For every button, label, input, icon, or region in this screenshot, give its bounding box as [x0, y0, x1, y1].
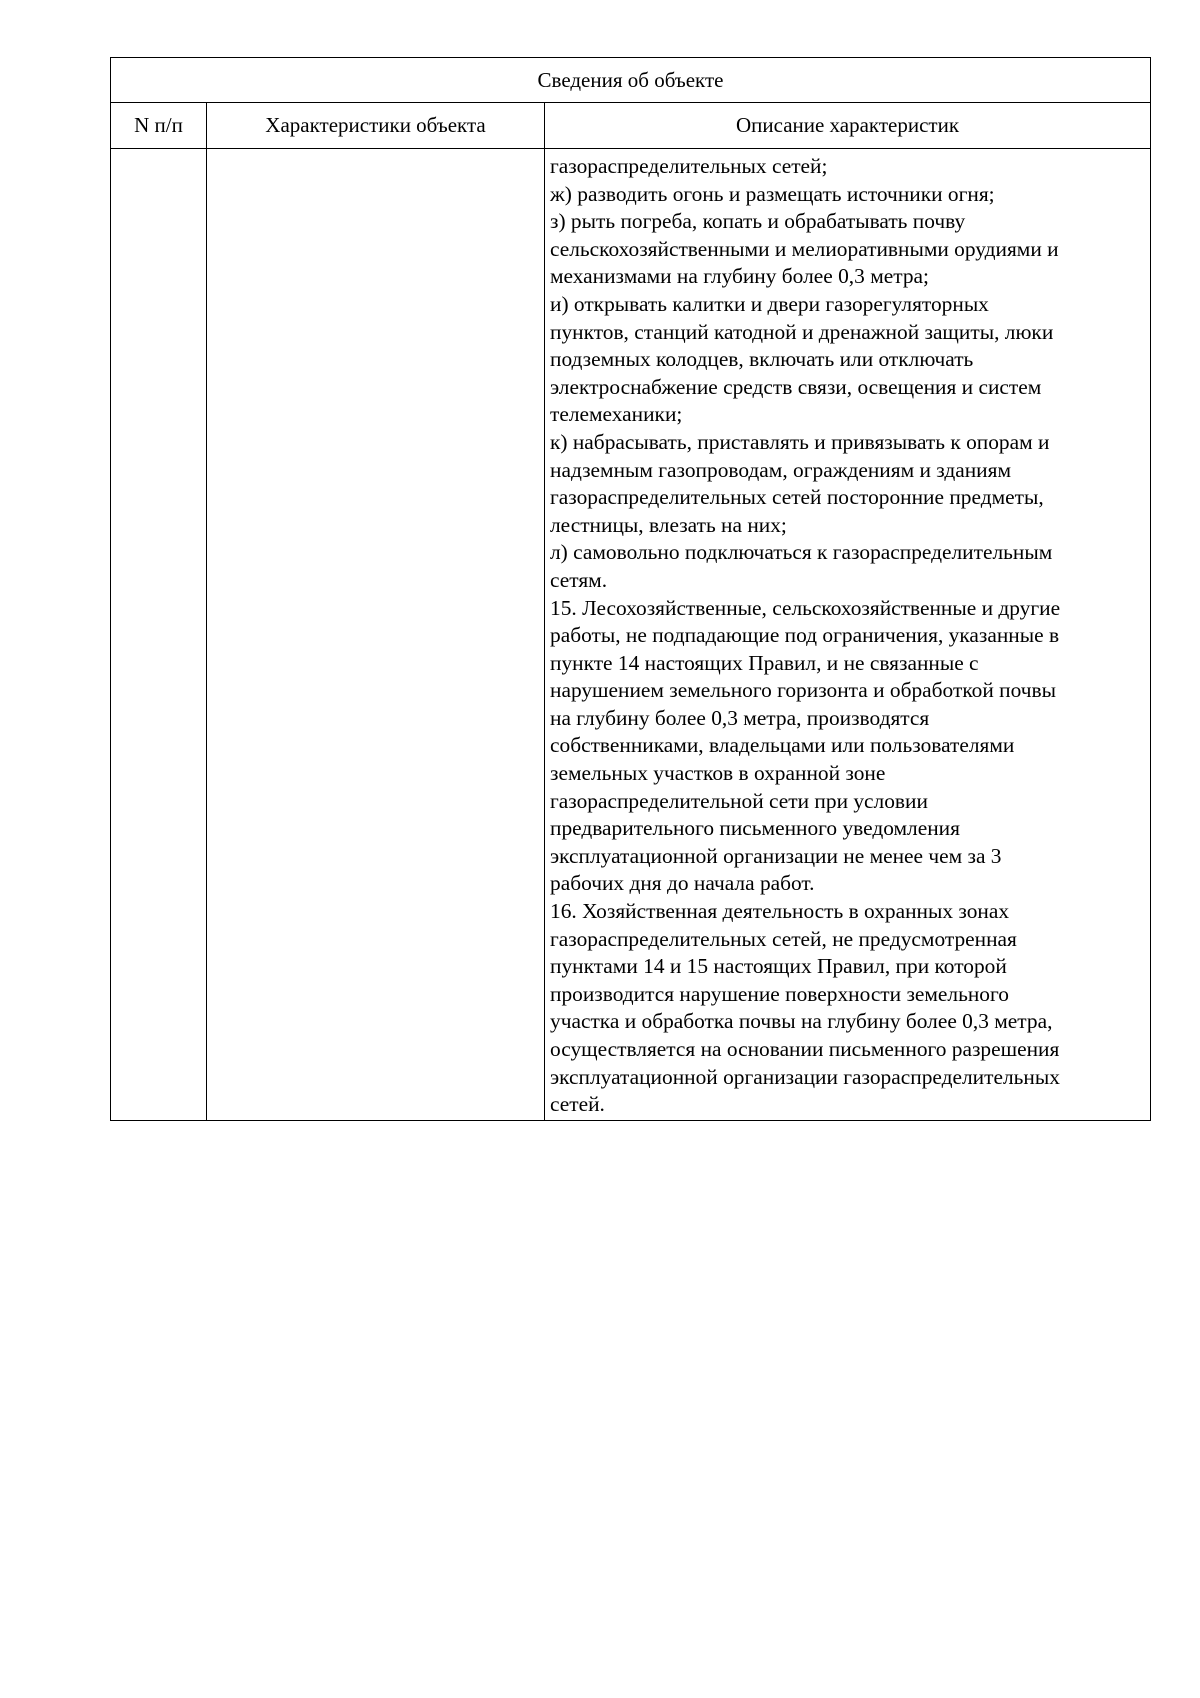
table-row — [111, 149, 1151, 1121]
description-line: нарушением земельного горизонта и обработкой почвы — [550, 678, 1056, 703]
description-line: рабочих дня до начала работ. — [550, 871, 815, 896]
description-line: лестницы, влезать на них; — [550, 512, 787, 537]
description-line: собственниками, владельцами или пользователями — [550, 733, 1015, 758]
header-number: N п/п — [111, 103, 207, 149]
description-line: 15. Лесохозяйственные, сельскохозяйственные и другие — [550, 595, 1061, 620]
description-line: 16. Хозяйственная деятельность в охранных зонах — [550, 899, 1010, 924]
description-line: сетям. — [550, 567, 608, 592]
table-title-row — [111, 58, 1151, 103]
header-description: Описание характеристик — [545, 103, 1151, 149]
description-line: газораспределительных сетей посторонние предметы, — [550, 485, 1044, 510]
description-line: эксплуатационной организации не менее чем за 3 — [550, 843, 1002, 868]
object-info-table — [110, 57, 1151, 1121]
description-line: земельных участков в охранной зоне — [550, 761, 886, 786]
description-line: эксплуатационной организации газораспределительных — [550, 1064, 1060, 1089]
description-line: сельскохозяйственными и мелиоративными орудиями и — [550, 236, 1059, 261]
description-line: л) самовольно подключаться к газораспределительным — [550, 540, 1053, 565]
description-line: к) набрасывать, приставлять и привязывать к опорам и — [550, 429, 1050, 454]
description-line: надземным газопроводам, ограждениям и зданиям — [550, 457, 1011, 482]
description-line: газораспределительных сетей; — [550, 154, 828, 178]
row-characteristic-cell — [207, 149, 545, 1121]
table-title: Сведения об объекте — [111, 58, 1151, 103]
description-line: производится нарушение поверхности земельного — [550, 981, 1009, 1006]
description-line: предварительного письменного уведомления — [550, 816, 960, 841]
description-line: и) открывать калитки и двери газорегуляторных — [550, 291, 989, 316]
header-characteristics: Характеристики объекта — [207, 103, 545, 149]
description-line: участка и обработка почвы на глубину более 0,3 метра, — [550, 1009, 1053, 1034]
description-line: работы, не подпадающие под ограничения, указанные в — [550, 623, 1060, 648]
row-number-cell — [111, 149, 207, 1121]
description-line: з) рыть погреба, копать и обрабатывать почву — [550, 209, 966, 234]
description-text — [550, 153, 1144, 1119]
description-line: телемеханики; — [550, 402, 683, 427]
description-line: на глубину более 0,3 метра, производятся — [550, 705, 930, 730]
description-line: газораспределительных сетей, не предусмотренная — [550, 926, 1017, 951]
description-line: пункте 14 настоящих Правил, и не связанные с — [550, 650, 979, 675]
description-line: механизмами на глубину более 0,3 метра; — [550, 264, 929, 289]
description-line: газораспределительной сети при условии — [550, 788, 928, 813]
description-line: ж) разводить огонь и размещать источники огня; — [550, 181, 995, 206]
description-line: электроснабжение средств связи, освещения и систем — [550, 374, 1042, 399]
row-description-cell — [545, 149, 1151, 1121]
description-line: осуществляется на основании письменного разрешения — [550, 1037, 1060, 1061]
description-line: пунктами 14 и 15 настоящих Правил, при которой — [550, 954, 1007, 979]
description-line: сетей. — [550, 1092, 605, 1117]
table-header-row — [111, 103, 1151, 149]
description-line: пунктов, станций катодной и дренажной защиты, люки — [550, 319, 1054, 344]
description-line: подземных колодцев, включать или отключать — [550, 347, 974, 372]
